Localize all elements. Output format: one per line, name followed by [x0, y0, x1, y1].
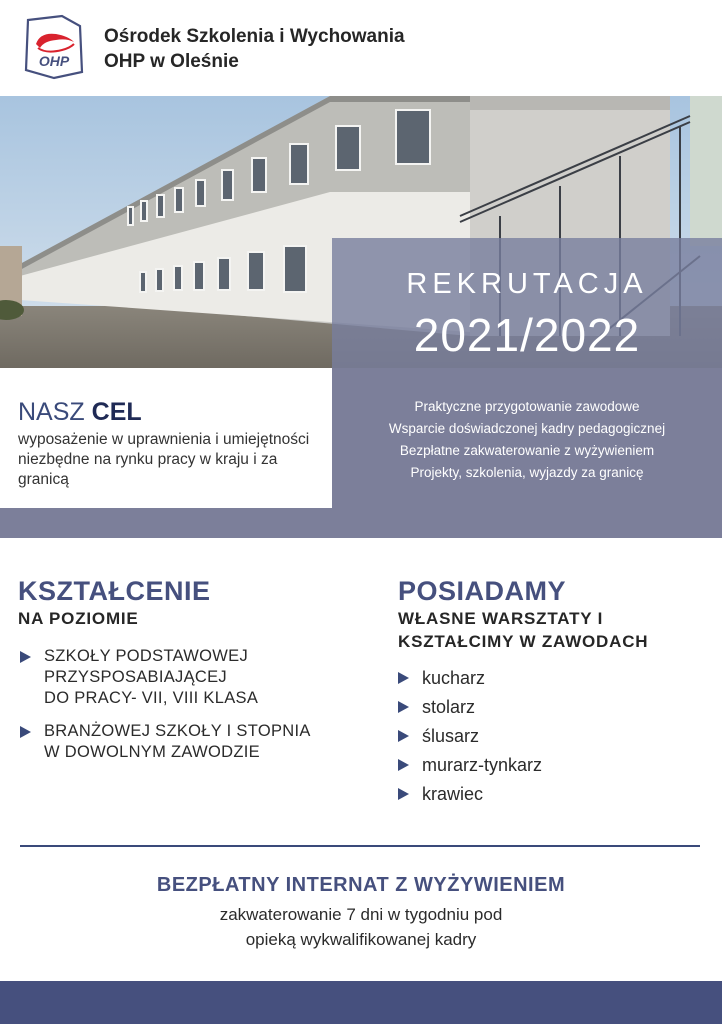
feature-item: Wsparcie doświadczonej kadry pedagogicznej — [388, 421, 666, 436]
footer-band — [0, 981, 722, 1024]
feature-item: Projekty, szkolenia, wyjazdy za granicę — [410, 465, 644, 480]
goal-title-part1: NASZ — [18, 398, 85, 426]
recruitment-banner — [332, 238, 722, 368]
list-item — [398, 666, 698, 695]
org-line-1: Ośrodek Szkolenia i Wychowania — [104, 26, 405, 47]
professions-list — [398, 666, 698, 811]
profession-label: stolarz — [422, 697, 476, 717]
profession-label: ślusarz — [422, 726, 480, 746]
goal-text: wyposażenie w uprawnienia i umiejętności niezbędne na rynku pracy w kraju i za granicą — [18, 431, 310, 488]
logo-text: OHP — [38, 53, 70, 69]
facilities-subtitle — [398, 607, 648, 653]
section-divider — [20, 845, 700, 847]
bullet-triangle-icon — [398, 788, 409, 800]
profession-label: krawiec — [422, 784, 484, 804]
dormitory-text-line-1: zakwaterowanie 7 dni w tygodniu pod — [219, 905, 503, 924]
list-item — [20, 646, 350, 709]
recruitment-title: REKRUTACJA — [406, 268, 648, 300]
dormitory-text-line-2: opieką wykwalifikowanej kadry — [245, 930, 477, 949]
features-list — [332, 396, 722, 484]
profession-label: kucharz — [422, 668, 486, 688]
dormitory-title: BEZPŁATNY INTERNAT Z WYŻYWIENIEM — [156, 874, 566, 896]
bullet-triangle-icon — [20, 726, 31, 738]
education-level-line: PRZYSPOSABIAJĄCEJ — [44, 668, 227, 686]
list-item — [398, 724, 698, 753]
feature-item: Praktyczne przygotowanie zawodowe — [414, 399, 640, 414]
dormitory-text — [0, 902, 722, 952]
recruitment-year: 2021/2022 — [413, 309, 641, 361]
org-line-2: OHP w Oleśnie — [104, 51, 239, 72]
education-levels-list — [20, 646, 350, 775]
list-item — [398, 753, 698, 782]
bullet-triangle-icon — [398, 701, 409, 713]
education-level-line: BRANŻOWEJ SZKOŁY I STOPNIA — [44, 722, 311, 740]
profession-label: murarz-tynkarz — [422, 755, 543, 775]
facilities-subtitle-line-1: WŁASNE WARSZTATY I — [398, 609, 604, 628]
feature-item: Bezpłatne zakwaterowanie z wyżywieniem — [399, 443, 655, 458]
facilities-subtitle-line-2: KSZTAŁCIMY W ZAWODACH — [398, 632, 649, 651]
list-item — [398, 782, 698, 811]
education-level-line: SZKOŁY PODSTAWOWEJ — [44, 647, 249, 665]
facilities-title: POSIADAMY — [398, 576, 567, 606]
education-level-line: W DOWOLNYM ZAWODZIE — [44, 743, 260, 761]
goal-box — [0, 368, 332, 508]
goal-title-part2: CEL — [91, 398, 142, 426]
bullet-triangle-icon — [398, 759, 409, 771]
list-item — [20, 721, 350, 763]
bullet-triangle-icon — [398, 672, 409, 684]
education-subtitle: NA POZIOMIE — [18, 609, 139, 628]
education-title: KSZTAŁCENIE — [18, 576, 211, 606]
bullet-triangle-icon — [398, 730, 409, 742]
bullet-triangle-icon — [20, 651, 31, 663]
organization-name — [104, 24, 405, 74]
goal-title — [18, 398, 142, 427]
header — [0, 0, 722, 96]
ohp-logo — [22, 14, 86, 80]
education-level-line: DO PRACY- VII, VIII KLASA — [44, 689, 259, 707]
list-item — [398, 695, 698, 724]
